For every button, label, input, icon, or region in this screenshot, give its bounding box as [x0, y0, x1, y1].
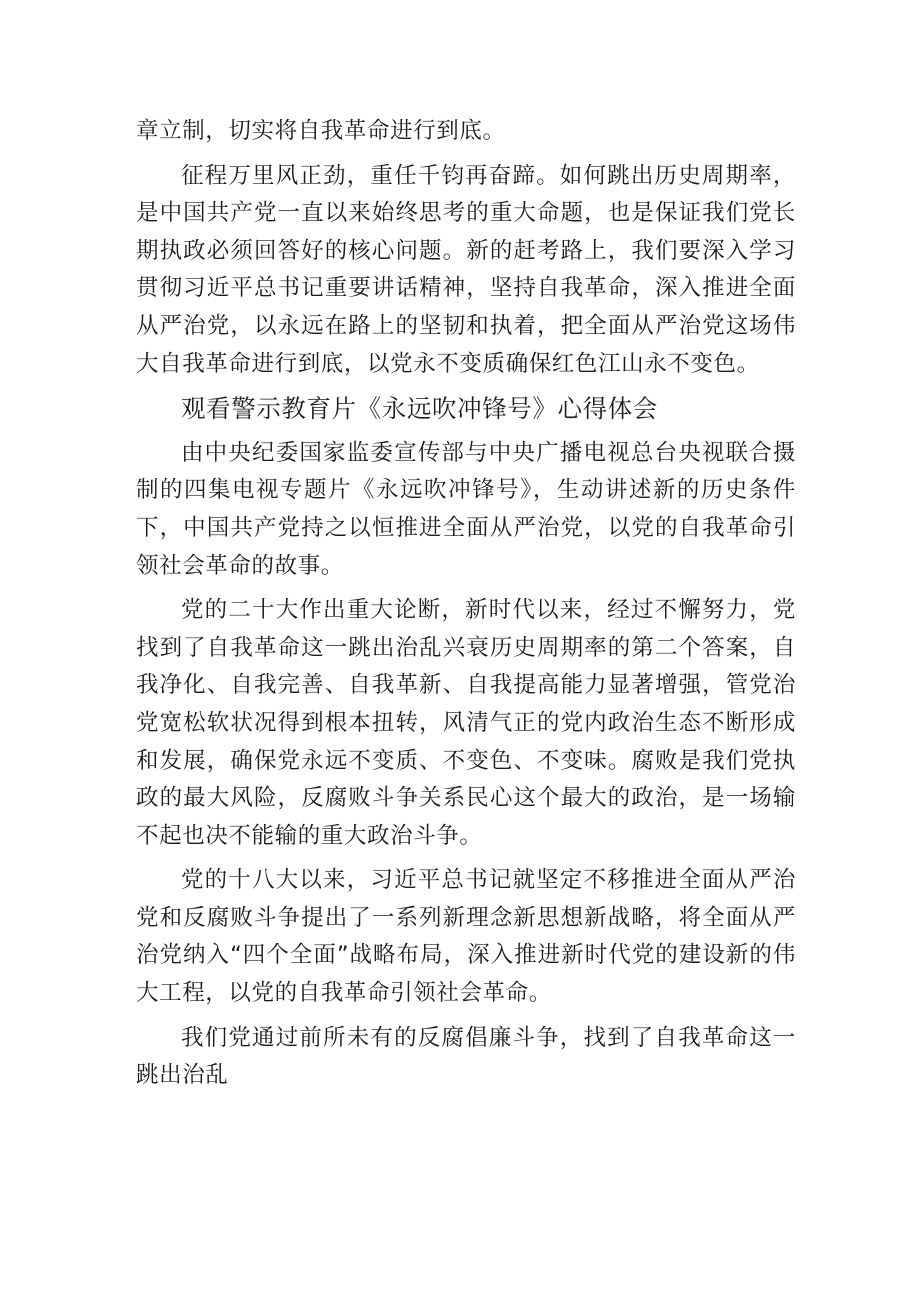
document-body — [136, 113, 796, 1102]
paragraph: 征程万里风正劲，重任千钧再奋蹄。如何跳出历史周期率，是中国共产党一直以来始终思考的重大命题，也是保证我们党长期执政必须回答好的核心问题。新的赶考路上，我们要深入学习贯彻习近平总书记重要讲话精神，坚持自我革命，深入推进全面从严治党，以永远在路上的坚韧和执着，把全面从严治党这场伟大自我革命进行到底，以党永不变质确保红色江山永不变色。 — [136, 162, 796, 377]
article-title: 观看警示教育片《永远吹冲锋号》心得体会 — [181, 394, 658, 424]
paragraph: 由中央纪委国家监委宣传部与中央广播电视总台央视联合摄制的四集电视专题片《永远吹冲锋号》，生动讲述新的历史条件下，中国共产党持之以恒推进全面从严治党，以党的自我革命引领社会革命的故事。 — [136, 439, 796, 579]
paragraph: 党的十八大以来，习近平总书记就坚定不移推进全面从严治党和反腐败斗争提出了一系列新理念新思想新战略，将全面从严治党纳入“四个全面”战略布局，深入推进新时代党的建设新的伟大工程，以党的自我革命引领社会革命。 — [136, 867, 796, 1007]
paragraph: 我们党通过前所未有的反腐倡廉斗争，找到了自我革命这一跳出治乱 — [136, 1024, 796, 1089]
paragraph: 党的二十大作出重大论断，新时代以来，经过不懈努力，党找到了自我革命这一跳出治乱兴衰历史周期率的第二个答案，自我净化、自我完善、自我革新、自我提高能力显著增强，管党治党宽松软状况得到根本扭转，风清气正的党内政治生态不断形成和发展，确保党永远不变质、不变色、不变味。腐败是我们党执政的最大风险，反腐败斗争关系民心这个最大的政治，是一场输不起也决不能输的重大政治斗争。 — [136, 597, 796, 849]
paragraph-continuation: 章立制，切实将自我革命进行到底。 — [136, 118, 506, 144]
